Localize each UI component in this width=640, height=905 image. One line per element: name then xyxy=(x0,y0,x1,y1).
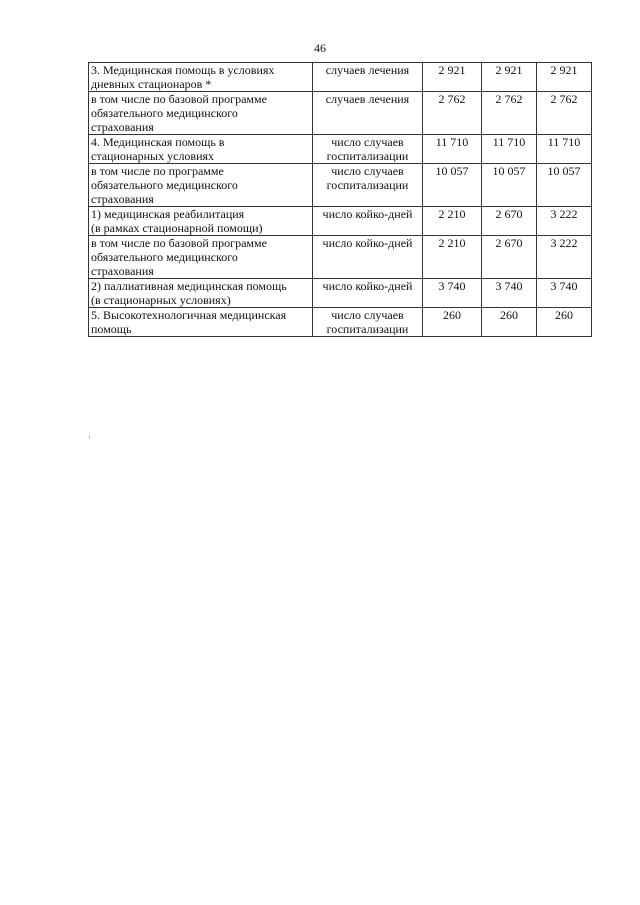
row-value-cell: 10 057 xyxy=(423,164,482,207)
row-unit-cell: случаев лечения xyxy=(313,92,423,135)
row-name-cell: в том числе по базовой программе обязательного медицинского страхования xyxy=(89,236,313,279)
row-name-cell: в том числе по программе обязательного медицинского страхования xyxy=(89,164,313,207)
row-name-cell: в том числе по базовой программе обязательного медицинского страхования xyxy=(89,92,313,135)
page-number: 46 xyxy=(314,41,326,55)
row-value-cell: 3 740 xyxy=(423,279,482,308)
table-row xyxy=(89,92,592,135)
row-value-cell: 260 xyxy=(537,308,592,337)
row-value-cell: 2 762 xyxy=(482,92,537,135)
row-value-cell: 2 210 xyxy=(423,236,482,279)
row-unit-cell: число койко-дней xyxy=(313,279,423,308)
row-value-cell: 2 210 xyxy=(423,207,482,236)
row-unit-cell: число случаев госпитализации xyxy=(313,164,423,207)
row-value-cell: 3 740 xyxy=(537,279,592,308)
row-name-cell: 1) медицинская реабилитация (в рамках стационарной помощи) xyxy=(89,207,313,236)
row-value-cell: 2 762 xyxy=(537,92,592,135)
row-name-cell: 3. Медицинская помощь в условиях дневных стационаров * xyxy=(89,63,313,92)
statistics-table xyxy=(88,62,592,337)
row-value-cell: 2 670 xyxy=(482,236,537,279)
row-value-cell: 3 222 xyxy=(537,236,592,279)
row-value-cell: 11 710 xyxy=(482,135,537,164)
row-value-cell: 3 740 xyxy=(482,279,537,308)
row-value-cell: 11 710 xyxy=(423,135,482,164)
row-value-cell: 3 222 xyxy=(537,207,592,236)
table-body xyxy=(89,63,592,337)
row-value-cell: 11 710 xyxy=(537,135,592,164)
row-value-cell: 260 xyxy=(482,308,537,337)
row-value-cell: 10 057 xyxy=(537,164,592,207)
scan-mark xyxy=(89,435,90,439)
row-value-cell: 10 057 xyxy=(482,164,537,207)
row-value-cell: 2 762 xyxy=(423,92,482,135)
table-row xyxy=(89,135,592,164)
table-row xyxy=(89,279,592,308)
row-name-cell: 2) паллиативная медицинская помощь (в стационарных условиях) xyxy=(89,279,313,308)
table-row xyxy=(89,236,592,279)
row-unit-cell: число случаев госпитализации xyxy=(313,308,423,337)
row-name-cell: 4. Медицинская помощь в стационарных условиях xyxy=(89,135,313,164)
row-value-cell: 2 670 xyxy=(482,207,537,236)
table-row xyxy=(89,308,592,337)
table-row xyxy=(89,207,592,236)
row-name-cell: 5. Высокотехнологичная медицинская помощь xyxy=(89,308,313,337)
row-unit-cell: число койко-дней xyxy=(313,207,423,236)
row-unit-cell: число случаев госпитализации xyxy=(313,135,423,164)
row-unit-cell: число койко-дней xyxy=(313,236,423,279)
row-unit-cell: случаев лечения xyxy=(313,63,423,92)
row-value-cell: 2 921 xyxy=(482,63,537,92)
row-value-cell: 2 921 xyxy=(537,63,592,92)
row-value-cell: 2 921 xyxy=(423,63,482,92)
row-value-cell: 260 xyxy=(423,308,482,337)
table-row xyxy=(89,164,592,207)
table-row xyxy=(89,63,592,92)
